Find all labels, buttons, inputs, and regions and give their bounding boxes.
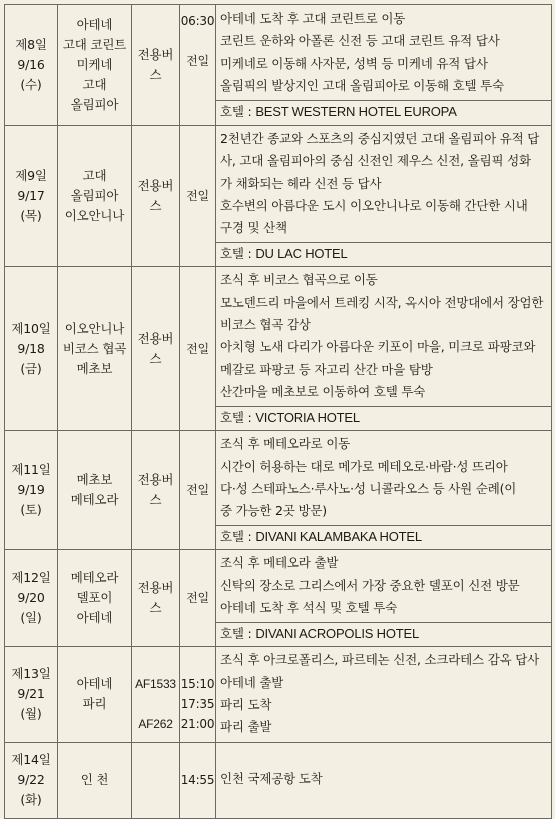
activity-line: 인천 국제공항 도착	[220, 771, 323, 787]
activity-line: 2천년간 종교와 스포츠의 중심지였던 고대 올림피아 유적 답	[220, 131, 540, 146]
hotel-label: 호텔 :	[220, 626, 256, 642]
hotel-name: DIVANI KALAMBAKA HOTEL	[255, 529, 422, 545]
day-weekday: (토)	[20, 502, 42, 518]
day-row-12	[5, 550, 552, 647]
hotel-label: 호텔 :	[220, 529, 256, 545]
activity-cell	[216, 267, 552, 431]
activity-line: 아테네 도착 후 고대 코린트로 이동	[220, 10, 406, 26]
activity-line: 파리 도착	[220, 696, 272, 712]
itinerary-table	[4, 4, 552, 819]
day-weekday: (월)	[20, 706, 42, 722]
time-value: 전일	[186, 591, 209, 606]
activity-line: 파리 출발	[220, 719, 272, 735]
day-row-14	[5, 742, 552, 818]
transport-cell: 전용버스	[132, 431, 180, 550]
activity-line: 코린트 운하와 아폴론 신전 등 고대 코린트 유적 답사	[220, 33, 500, 49]
hotel-label: 호텔 :	[220, 104, 256, 120]
place-cell	[58, 742, 132, 818]
place-name: 메초보	[76, 360, 113, 376]
activity-line: 아테네 도착 후 석식 및 호텔 투숙	[220, 600, 398, 616]
place-name: 아테네	[76, 17, 113, 32]
place-name: 아테네	[76, 610, 113, 626]
day-row-8	[5, 5, 552, 126]
day-number: 제13일	[11, 666, 51, 682]
time-value: 06:30	[180, 14, 215, 28]
activity-line: 산간마을 메초보로 이동하여 호텔 투숙	[220, 383, 426, 399]
place-name: 이오안니나	[64, 208, 125, 224]
place-name: 올림피아	[70, 188, 119, 204]
activity-line: 사, 고대 올림피아의 중심 신전인 제우스 신전, 올림픽 성화	[220, 153, 531, 169]
activity-line: 미케네로 이동해 사자문, 성벽 등 미케네 유적 답사	[220, 55, 488, 71]
place-name: 델포이	[76, 590, 113, 606]
place-name: 비코스 협곡	[62, 340, 127, 356]
activity-cell	[216, 647, 552, 742]
transport-cell: 전용버스	[132, 126, 180, 267]
place-name: 메테오라	[70, 492, 119, 508]
activity-line: 구경 및 산책	[220, 220, 287, 236]
activity-line: 비코스 협곡 감상	[220, 317, 311, 333]
activity-line: 다·성 스테파노스·루사노·성 니콜라오스 등 사원 순례(이	[220, 480, 517, 496]
activity-line: 아테네 출발	[220, 674, 284, 690]
day-row-13	[5, 647, 552, 742]
activity-line: 조식 후 비코스 협곡으로 이동	[220, 272, 378, 288]
activity-line: 모노덴드리 마을에서 트레킹 시작, 옥시아 전망대에서 장엄한	[220, 294, 544, 310]
activity-line: 중 가능한 2곳 방문)	[220, 503, 327, 519]
place-name: 메초보	[76, 472, 113, 488]
time-cell	[180, 431, 216, 550]
transport-cell: 전용버스	[132, 550, 180, 647]
time-cell	[180, 126, 216, 267]
place-cell	[58, 126, 132, 267]
day-row-11	[5, 431, 552, 550]
hotel-line	[216, 622, 551, 646]
place-cell	[58, 267, 132, 431]
place-name: 고대 코린트	[62, 37, 127, 52]
hotel-line	[216, 525, 551, 549]
day-date: 9/21	[17, 686, 45, 702]
flight-cell	[132, 647, 180, 742]
activity-line: 올림픽의 발상지인 고대 올림피아로 이동해 호텔 투숙	[220, 77, 504, 93]
day-cell	[5, 742, 58, 818]
time-value: 15:10	[180, 677, 215, 692]
transport-cell: 전용버스	[132, 267, 180, 431]
day-cell	[5, 126, 58, 267]
day-number: 제8일	[15, 37, 47, 52]
time-cell	[180, 5, 216, 126]
day-weekday: (수)	[20, 77, 42, 92]
day-cell	[5, 647, 58, 742]
place-name: 인 천	[80, 772, 109, 788]
time-cell	[180, 647, 216, 742]
day-date: 9/22	[17, 772, 45, 788]
hotel-label: 호텔 :	[220, 410, 256, 426]
day-cell	[5, 431, 58, 550]
day-weekday: (금)	[20, 360, 42, 376]
time-value: 17:35	[180, 697, 215, 712]
activity-line: 호수변의 아름다운 도시 이오안니나로 이동해 간단한 시내	[220, 197, 528, 213]
activity-cell	[216, 126, 552, 267]
place-name: 고대	[82, 168, 107, 184]
time-value: 14:55	[180, 773, 215, 788]
day-number: 제12일	[11, 570, 51, 586]
day-cell	[5, 267, 58, 431]
hotel-name: VICTORIA HOTEL	[255, 410, 360, 426]
place-name: 아테네	[76, 676, 113, 692]
activity-cell	[216, 431, 552, 550]
activity-line: 신탁의 장소로 그리스에서 가장 중요한 델포이 신전 방문	[220, 577, 520, 593]
activity-line: 아치형 노새 다리가 아름다운 키포이 마을, 미크로 파팡코와	[220, 339, 536, 355]
day-date: 9/19	[17, 482, 45, 498]
activity-line: 조식 후 메테오라로 이동	[220, 436, 351, 452]
activity-line: 조식 후 메테오라 출발	[220, 555, 339, 571]
day-weekday: (목)	[20, 208, 42, 224]
place-name: 올림피아	[70, 97, 119, 112]
place-name: 이오안니나	[64, 320, 125, 336]
place-name: 파리	[82, 696, 107, 712]
place-cell	[58, 550, 132, 647]
activity-line: 시간이 허용하는 대로 메가로 메테오로·바람·성 뜨리아	[220, 458, 508, 474]
hotel-label: 호텔 :	[220, 246, 256, 262]
hotel-line	[216, 100, 551, 124]
activity-cell	[216, 550, 552, 647]
day-row-10	[5, 267, 552, 431]
activity-line: 조식 후 아크로폴리스, 파르테논 신전, 소크라테스 감옥 답사	[220, 652, 539, 668]
day-number: 제9일	[15, 168, 47, 184]
time-value: 전일	[186, 483, 209, 498]
time-cell	[180, 742, 216, 818]
transport-cell	[132, 742, 180, 818]
activity-cell	[216, 742, 552, 818]
day-number: 제10일	[11, 320, 51, 336]
day-number: 제14일	[11, 752, 51, 768]
place-name: 고대	[82, 77, 107, 92]
hotel-name: DIVANI ACROPOLIS HOTEL	[255, 626, 419, 642]
day-date: 9/18	[17, 340, 45, 356]
flight-number: AF1533	[135, 677, 176, 692]
time-cell	[180, 550, 216, 647]
activity-cell	[216, 5, 552, 126]
hotel-line	[216, 242, 551, 266]
hotel-name: BEST WESTERN HOTEL EUROPA	[255, 104, 457, 120]
hotel-name: DU LAC HOTEL	[255, 246, 348, 262]
transport-cell: 전용버스	[132, 5, 180, 126]
activity-line: 메갈로 파팡코 등 자고리 산간 마을 탐방	[220, 361, 433, 377]
hotel-line	[216, 406, 551, 430]
time-cell	[180, 267, 216, 431]
day-number: 제11일	[11, 462, 51, 478]
activity-line: 가 채화되는 헤라 신전 등 답사	[220, 175, 382, 191]
time-value: 전일	[186, 341, 209, 356]
place-name: 메테오라	[70, 570, 119, 586]
day-weekday: (일)	[20, 610, 42, 626]
day-date: 9/20	[17, 590, 45, 606]
time-value: 전일	[186, 189, 209, 204]
time-value: 전일	[186, 54, 209, 68]
day-cell	[5, 550, 58, 647]
flight-number: AF262	[138, 717, 173, 732]
place-cell	[58, 5, 132, 126]
time-value: 21:00	[180, 717, 215, 732]
day-date: 9/17	[17, 188, 45, 204]
day-cell	[5, 5, 58, 126]
place-name: 미케네	[76, 57, 113, 72]
day-weekday: (화)	[20, 792, 42, 808]
place-cell	[58, 431, 132, 550]
day-row-9	[5, 126, 552, 267]
day-date: 9/16	[17, 57, 45, 72]
place-cell	[58, 647, 132, 742]
